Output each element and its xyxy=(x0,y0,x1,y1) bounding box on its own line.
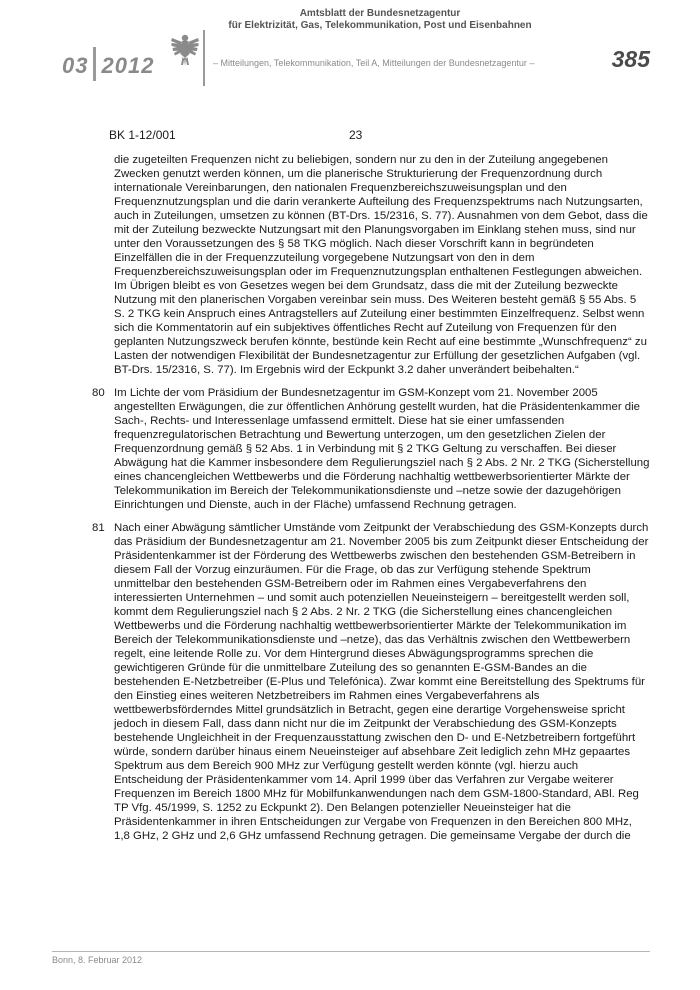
body-text xyxy=(76,153,650,843)
quote-continuation: die zugeteilten Frequenzen nicht zu beliebigen, sondern nur zu den in der Zuteilung angegebenen Zwecken genutzt werden können, um die planerische Strukturierung der Frequenzordnung durch internationale Vereinbarungen, den nationalen Frequenzbereichszuweisungsplan und den Frequenznutzungsplan und die darin verankerte Aufteilung des Frequenzspektrums nach Nutzungsarten, auch in Zuteilungen, umsetzen zu können (BT-Drs. 15/2316, S. 77). Ausnahmen von dem Gebot, dass die mit der Zuteilung bezweckte Nutzungsart mit den Planungsvorgaben im Einklang stehen muss, sind nur unter den Voraussetzungen des § 58 TKG möglich. Nach dieser Vorschrift kann in begründeten Einzelfällen die in der Frequenzzuteilung vorgegebene Nutzungsart von den in dem Frequenzbereichszuweisungsplan oder im Frequenznutzungsplan enthaltenen Festlegungen abweichen. Im Übrigen bleibt es von Gesetzes wegen bei dem Grundsatz, dass die mit der Zuteilung bezweckte Nutzung mit den planerischen Vorgaben vereinbar sein muss. Des Weiteren besteht gemäß § 55 Abs. 5 S. 2 TKG kein Anspruch eines Antragstellers auf Zuteilung einer bestimmten Einzelfrequenz. Selbst wenn sich die Kommentatorin auf ein subjektives öffentliches Recht auf Zuteilung von Frequenzen für den geplanten Nutzungszweck berufen könnte, bestünde kein Recht auf eine bestimmte „Wunschfrequenz“ zu Lasten der notwendigen Flexibilität der Bundesnetzagentur zur Erfüllung der gesetzlichen Aufgaben (vgl. BT-Drs. 15/2316, S. 77). Im Ergebnis wird der Eckpunkt 3.2 daher unverändert beibehalten.“ xyxy=(114,154,648,376)
issue-label xyxy=(62,47,154,81)
paragraph-number: 81 xyxy=(92,522,105,534)
footer-place-date: Bonn, 8. Februar 2012 xyxy=(52,955,143,965)
paragraph-number: 80 xyxy=(92,387,105,399)
page-number: 385 xyxy=(611,46,650,72)
publication-title xyxy=(215,8,545,32)
paragraph-text: Im Lichte der vom Präsidium der Bundesnetzagentur im GSM-Konzept vom 21. November 2005 angestellten Erwägungen, die zur öffentlichen Anhörung gestellt wurden, hat die Präsidentenkammer die Sach-, Rechts- und Interessenlage umfassend ermittelt. Diese hat sie einer umfassenden frequenzregulatorischen Betrachtung und Bewertung unterzogen, um den gesetzlichen Zielen der Frequenzordnung gemäß § 52 Abs. 1 in Verbindung mit § 2 TKG Geltung zu verschaffen. Bei dieser Abwägung hat die Kammer insbesondere dem Regulierungsziel nach § 2 Abs. 2 Nr. 2 TKG (Sicherstellung eines chancengleichen Wettbewerbs und die Förderung nachhaltig wettbewerbsorientierter Märkte der Telekommunikation im Bereich der Telekommunikationsdienste und –netze sowie der dazugehörigen Einrichtungen und Dienste, auch in der Fläche) umfassend Rechnung getragen. xyxy=(114,387,650,511)
numbered-paragraph xyxy=(76,521,650,843)
numbered-paragraph xyxy=(76,386,650,512)
issue-divider xyxy=(93,47,96,81)
issue-year: 2012 xyxy=(101,53,155,78)
document-page: 23 xyxy=(349,128,363,142)
footer-divider xyxy=(52,951,650,952)
header-divider xyxy=(203,30,205,86)
document-reference: BK 1-12/001 xyxy=(109,128,176,142)
publication-title-line2: für Elektrizität, Gas, Telekommunikation, Post und Eisenbahnen xyxy=(228,20,532,31)
publication-subtitle: – Mitteilungen, Telekommunikation, Teil A, Mitteilungen der Bundesnetzagentur – xyxy=(213,58,535,68)
publication-title-line1: Amtsblatt der Bundesnetzagentur xyxy=(299,8,461,19)
federal-eagle-icon xyxy=(170,32,200,68)
issue-number: 03 xyxy=(62,53,89,78)
paragraph-text: Nach einer Abwägung sämtlicher Umstände vom Zeitpunkt der Verabschiedung des GSM-Konzepts durch das Präsidium der Bundesnetzagentur am 21. November 2005 bis zum Zeitpunkt dieser Entscheidung der Präsidentenkammer ist der Förderung des Wettbewerbs zwischen den bestehenden GSM-Betreibern in diesem Fall der Vorzug einzuräumen. Für die Frage, ob das zur Verfügung stehende Spektrum unmittelbar den bestehenden GSM-Betreibern oder im Rahmen eines Vergabeverfahrens den interessierten Unternehmen – und somit auch potenziellen Neueinsteigern – bereitgestellt werden soll, kommt dem Regulierungsziel nach § 2 Abs. 2 Nr. 2 TKG (die Sicherstellung eines chancengleichen Wettbewerbs und die Förderung nachhaltig wettbewerbsorientierter Märkte der Telekommunikation im Bereich der Telekommunikationsdienste und –netze), das das Verhältnis zwischen den Wettbewerbern regelt, eine leitende Rolle zu. Vor dem Hintergrund dieses Abwägungsprogramms sprechen die gewichtigeren Gründe für die unmittelbare Zuteilung des so genannten E-GSM-Bandes an die bestehenden E-Netzbetreiber (E-Plus und Telefónica). Zwar kommt eine Bereitstellung des Spektrums für den Einstieg eines weiteren Netzbetreibers im Rahmen eines Vergabeverfahrens als wettbewerbsförderndes Mittel grundsätzlich in Betracht, gegen eine derartige Vorgehensweise spricht jedoch in diesem Fall, dass dann nicht nur die im Zeitpunkt der Verabschiedung des GSM-Konzepts bestehende Ungleichheit in der Frequenzausstattung zwischen den D- und E-Netzbetreibern fortgeführt würde, sondern darüber hinaus einem Neueinsteiger auf absehbare Zeit lediglich zehn MHz gepaartes Spektrum aus dem Bereich 900 MHz zur Verfügung gestellt werden könnte (vgl. hierzu auch Entscheidung der Präsidentenkammer vom 14. April 1999 über das Verfahren zur Vergabe weiterer Frequenzen im Bereich 1800 MHz für Mobilfunkanwendungen nach dem GSM-1800-Standard, ABl. Reg TP Vfg. 45/1999, S. 1252 zu Eckpunkt 2). Den Belangen potenzieller Neueinsteiger hat die Präsidentenkammer in ihren Entscheidungen zur Vergabe von Frequenzen in den Bereichen 800 MHz, 1,8 GHz, 2 GHz und 2,6 GHz umfassend Rechnung getragen. Die gemeinsame Vergabe der durch die xyxy=(114,522,649,842)
page-header xyxy=(0,0,700,90)
